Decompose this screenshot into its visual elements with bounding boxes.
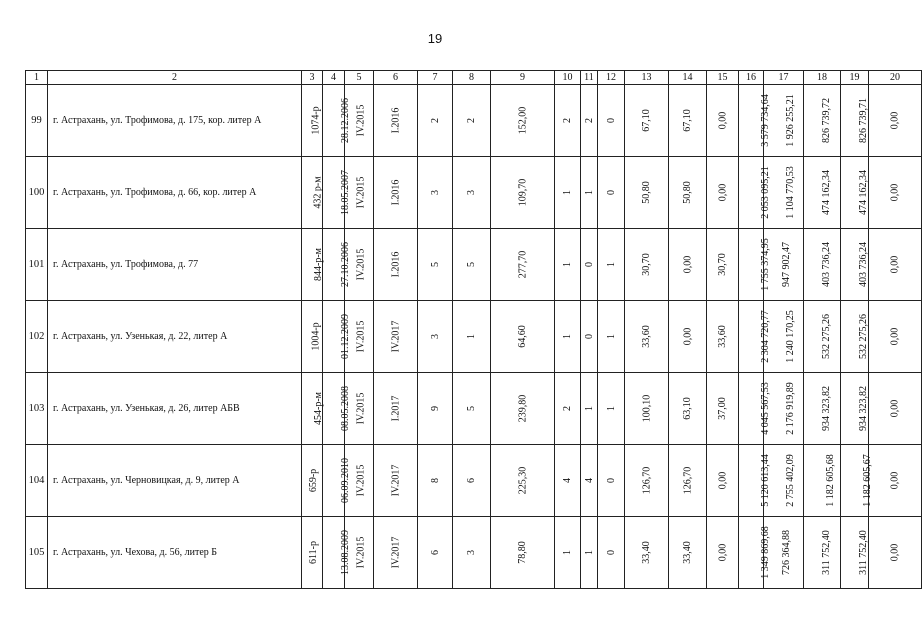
cost-region-value: 311 752,40: [820, 530, 832, 575]
cell-area-total: [491, 301, 555, 373]
column-number-11: 11: [581, 71, 598, 85]
resettlement-end-value: I.2016: [390, 107, 401, 134]
resettlement-end-value: I.2016: [390, 251, 401, 278]
cost-local-value: 474 162,34: [858, 170, 869, 215]
rooms-total-value: 4: [562, 478, 573, 483]
cell-area-private: [707, 157, 739, 229]
cell-area-total: [491, 229, 555, 301]
cell-decree-number: [302, 157, 323, 229]
persons-total-value: 3: [429, 334, 441, 339]
cost-region-value: 934 323,82: [821, 386, 832, 431]
cost-extra-value: 0,00: [889, 399, 901, 418]
cell-cost-total: [739, 301, 771, 373]
cell-row-number: 99: [26, 85, 48, 157]
rooms-private-value: 0: [605, 190, 617, 195]
area-private-value: 0,00: [717, 111, 728, 130]
persons-to-resettle-value: 3: [466, 190, 477, 195]
cell-row-number: 100: [26, 157, 48, 229]
area-municipal-value: 33,40: [682, 541, 693, 564]
resettlement-end-value: IV.2017: [389, 320, 401, 353]
cell-area-to-resettle: [625, 301, 669, 373]
table-row: [26, 445, 922, 517]
area-to-resettle-value: 126,70: [641, 466, 652, 495]
area-total-value: 239,80: [517, 394, 528, 423]
cell-cost-local: [841, 373, 869, 445]
column-number-1: 1: [26, 71, 48, 85]
decree-number-value: 1004-р: [310, 322, 322, 351]
cost-total-value: 1 755 374,95: [759, 238, 771, 291]
cell-cost-local: [841, 301, 869, 373]
area-to-resettle-value: 33,60: [641, 325, 652, 348]
cell-rooms-total: [555, 229, 581, 301]
cell-address: г. Астрахань, ул. Черновицкая, д. 9, литер А: [48, 445, 302, 517]
cell-area-municipal: [669, 373, 707, 445]
resettlement-start-value: IV.2015: [355, 536, 367, 569]
persons-total-value: 8: [429, 478, 441, 483]
column-number-20: 20: [869, 71, 922, 85]
cell-decree-date: [323, 517, 351, 589]
area-private-value: 30,70: [717, 253, 728, 276]
cell-rooms-private: [598, 373, 625, 445]
decree-number-value: 432 р-м: [312, 176, 324, 209]
cell-persons-to-resettle: [453, 229, 491, 301]
rooms-municipal-value: 1: [583, 550, 595, 555]
area-to-resettle-value: 50,80: [641, 181, 652, 204]
rooms-private-value: 0: [605, 478, 617, 483]
cell-rooms-private: [598, 157, 625, 229]
rooms-private-value: 0: [605, 118, 617, 123]
cost-local-value: 311 752,40: [857, 530, 869, 575]
cell-decree-date: [323, 373, 351, 445]
column-number-15: 15: [707, 71, 739, 85]
cost-fund-value: 1 926 255,21: [784, 94, 796, 147]
cell-area-municipal: [669, 517, 707, 589]
area-municipal-value: 0,00: [682, 327, 693, 346]
cell-persons-total: [418, 445, 453, 517]
cost-fund-value: 2 755 402,09: [784, 454, 796, 507]
resettlement-start-value: IV.2015: [355, 248, 367, 281]
rooms-private-value: 0: [605, 550, 617, 555]
housing-register-table: [25, 70, 922, 589]
column-number-5: 5: [345, 71, 374, 85]
cost-local-value: 532 275,26: [858, 314, 869, 359]
cell-address: г. Астрахань, ул. Узенькая, д. 22, литер А: [48, 301, 302, 373]
column-number-10: 10: [555, 71, 581, 85]
cell-row-number: 104: [26, 445, 48, 517]
cell-rooms-total: [555, 373, 581, 445]
column-number-12: 12: [598, 71, 625, 85]
cost-extra-value: 0,00: [889, 471, 901, 490]
cell-area-total: [491, 517, 555, 589]
rooms-total-value: 2: [562, 118, 573, 123]
cell-area-to-resettle: [625, 373, 669, 445]
persons-to-resettle-value: 6: [466, 478, 477, 483]
cell-cost-extra: [869, 85, 922, 157]
area-municipal-value: 63,10: [682, 397, 693, 420]
area-total-value: 109,70: [517, 178, 528, 207]
cost-fund-value: 726 364,88: [781, 530, 792, 575]
column-number-19: 19: [841, 71, 869, 85]
resettlement-end-value: I.2016: [390, 179, 401, 206]
cell-cost-total: [739, 229, 771, 301]
cell-address: г. Астрахань, ул. Трофимова, д. 77: [48, 229, 302, 301]
cost-region-value: 532 275,26: [821, 314, 832, 359]
cell-resettlement-end: [374, 85, 418, 157]
cell-address: г. Астрахань, ул. Узенькая, д. 26, литер АБВ: [48, 373, 302, 445]
cost-total-value: 2 304 720,77: [759, 310, 771, 363]
area-private-value: 0,00: [717, 183, 728, 202]
cell-row-number: 103: [26, 373, 48, 445]
cost-local-value: 1 182 605,67: [861, 454, 873, 507]
cell-rooms-municipal: [581, 157, 598, 229]
cell-decree-date: [323, 301, 351, 373]
cell-area-private: [707, 85, 739, 157]
cell-resettlement-end: [374, 229, 418, 301]
cell-cost-extra: [869, 517, 922, 589]
area-total-value: 64,60: [517, 325, 528, 348]
cell-area-to-resettle: [625, 517, 669, 589]
cost-fund-value: 1 240 170,25: [784, 310, 796, 363]
cell-resettlement-end: [374, 157, 418, 229]
cost-total-value: 4 045 567,53: [759, 382, 771, 435]
rooms-total-value: 1: [562, 550, 573, 555]
cost-extra-value: 0,00: [889, 111, 901, 130]
cost-extra-value: 0,00: [889, 255, 901, 274]
table-row: [26, 85, 922, 157]
decree-date-value: 18.05.2007: [340, 170, 351, 215]
cell-cost-total: [739, 445, 771, 517]
column-number-18: 18: [804, 71, 841, 85]
cell-cost-extra: [869, 301, 922, 373]
cell-cost-local: [841, 85, 869, 157]
column-number-3: 3: [302, 71, 323, 85]
rooms-private-value: 1: [605, 334, 617, 339]
rooms-municipal-value: 4: [583, 478, 595, 483]
cell-decree-number: [302, 373, 323, 445]
cost-total-value: 1 349 869,68: [759, 526, 771, 579]
persons-to-resettle-value: 1: [466, 334, 477, 339]
cell-area-municipal: [669, 85, 707, 157]
cell-persons-to-resettle: [453, 157, 491, 229]
cell-persons-total: [418, 373, 453, 445]
persons-total-value: 9: [429, 406, 441, 411]
cell-persons-to-resettle: [453, 373, 491, 445]
cell-area-private: [707, 373, 739, 445]
cell-cost-extra: [869, 373, 922, 445]
area-total-value: 78,80: [517, 541, 528, 564]
cell-area-private: [707, 229, 739, 301]
cell-decree-date: [323, 229, 351, 301]
decree-date-value: 13.08.2009: [340, 530, 351, 575]
decree-date-value: 28.12.2006: [340, 98, 351, 143]
area-total-value: 225,30: [517, 466, 528, 495]
column-number-6: 6: [374, 71, 418, 85]
cell-persons-to-resettle: [453, 445, 491, 517]
column-number-14: 14: [669, 71, 707, 85]
cell-rooms-total: [555, 157, 581, 229]
cell-persons-to-resettle: [453, 517, 491, 589]
resettlement-start-value: IV.2015: [355, 320, 367, 353]
cell-area-municipal: [669, 157, 707, 229]
cost-extra-value: 0,00: [889, 327, 901, 346]
area-to-resettle-value: 67,10: [641, 109, 652, 132]
cost-region-value: 1 182 605,68: [824, 454, 836, 507]
cell-persons-total: [418, 85, 453, 157]
resettlement-end-value: IV.2017: [389, 536, 401, 569]
cell-cost-extra: [869, 157, 922, 229]
cell-address: г. Астрахань, ул. Чехова, д. 56, литер Б: [48, 517, 302, 589]
area-to-resettle-value: 33,40: [641, 541, 652, 564]
area-municipal-value: 0,00: [682, 255, 693, 274]
cell-area-municipal: [669, 229, 707, 301]
column-number-7: 7: [418, 71, 453, 85]
decree-number-value: 1074-р: [310, 106, 322, 135]
table-body: [26, 71, 922, 589]
cell-rooms-municipal: [581, 301, 598, 373]
cell-persons-total: [418, 517, 453, 589]
rooms-municipal-value: 2: [583, 118, 595, 123]
cost-extra-value: 0,00: [889, 183, 901, 202]
cell-area-municipal: [669, 301, 707, 373]
area-private-value: 0,00: [717, 543, 728, 562]
cell-address: г. Астрахань, ул. Трофимова, д. 175, кор. литер А: [48, 85, 302, 157]
cell-area-total: [491, 373, 555, 445]
cell-rooms-total: [555, 517, 581, 589]
cell-cost-local: [841, 229, 869, 301]
cell-area-to-resettle: [625, 85, 669, 157]
decree-date-value: 08.05.2008: [340, 386, 351, 431]
decree-number-value: 844-р-м: [313, 248, 324, 281]
cell-persons-total: [418, 229, 453, 301]
cell-decree-number: [302, 229, 323, 301]
cell-rooms-private: [598, 445, 625, 517]
table-row: [26, 157, 922, 229]
cell-row-number: 105: [26, 517, 48, 589]
cell-rooms-total: [555, 301, 581, 373]
decree-date-value: 01.12.2009: [340, 314, 351, 359]
cost-region-value: 403 736,24: [821, 242, 832, 287]
cell-rooms-total: [555, 85, 581, 157]
cell-persons-to-resettle: [453, 301, 491, 373]
column-number-2: 2: [48, 71, 302, 85]
persons-total-value: 3: [429, 190, 441, 195]
column-number-13: 13: [625, 71, 669, 85]
table-row: [26, 229, 922, 301]
resettlement-start-value: IV.2015: [355, 464, 367, 497]
area-municipal-value: 67,10: [682, 109, 693, 132]
cell-rooms-municipal: [581, 229, 598, 301]
rooms-municipal-value: 0: [583, 334, 595, 339]
area-to-resettle-value: 30,70: [641, 253, 652, 276]
cell-area-total: [491, 445, 555, 517]
cell-address: г. Астрахань, ул. Трофимова, д. 66, кор. литер А: [48, 157, 302, 229]
rooms-municipal-value: 1: [583, 190, 595, 195]
cell-decree-number: [302, 517, 323, 589]
resettlement-start-value: IV.2015: [355, 392, 367, 425]
cell-cost-region: [804, 157, 841, 229]
cell-cost-local: [841, 517, 869, 589]
column-number-17: 17: [764, 71, 804, 85]
rooms-private-value: 1: [605, 262, 617, 267]
cell-decree-number: [302, 445, 323, 517]
cell-decree-number: [302, 301, 323, 373]
cost-fund-value: 947 902,47: [781, 242, 792, 287]
column-number-row: [26, 71, 922, 85]
table-row: [26, 373, 922, 445]
persons-total-value: 5: [429, 262, 441, 267]
cell-rooms-total: [555, 445, 581, 517]
cell-area-private: [707, 301, 739, 373]
rooms-total-value: 1: [562, 262, 573, 267]
column-number-8: 8: [453, 71, 491, 85]
cell-area-to-resettle: [625, 157, 669, 229]
cell-cost-extra: [869, 445, 922, 517]
cell-rooms-private: [598, 229, 625, 301]
area-private-value: 33,60: [717, 325, 728, 348]
cell-cost-total: [739, 85, 771, 157]
cell-decree-date: [323, 157, 351, 229]
table-row: [26, 301, 922, 373]
area-private-value: 0,00: [717, 471, 728, 490]
persons-to-resettle-value: 5: [466, 406, 477, 411]
area-municipal-value: 126,70: [682, 466, 693, 495]
cell-area-total: [491, 157, 555, 229]
cost-total-value: 5 120 613,44: [759, 454, 771, 507]
cell-decree-number: [302, 85, 323, 157]
cell-area-private: [707, 517, 739, 589]
cell-area-to-resettle: [625, 445, 669, 517]
cell-rooms-municipal: [581, 445, 598, 517]
area-total-value: 152,00: [517, 106, 528, 135]
column-number-16: 16: [739, 71, 764, 85]
decree-number-value: 454-р-м: [313, 392, 324, 425]
rooms-total-value: 2: [562, 406, 573, 411]
cost-total-value: 2 053 095,21: [759, 166, 771, 219]
cell-cost-region: [804, 301, 841, 373]
resettlement-end-value: I.2017: [390, 395, 401, 422]
rooms-total-value: 1: [562, 190, 573, 195]
area-private-value: 37,00: [717, 397, 728, 420]
area-to-resettle-value: 100,10: [641, 394, 652, 423]
cell-cost-local: [841, 445, 873, 517]
rooms-total-value: 1: [562, 334, 573, 339]
persons-to-resettle-value: 3: [466, 550, 477, 555]
cell-row-number: 102: [26, 301, 48, 373]
cell-resettlement-end: [374, 445, 418, 517]
persons-to-resettle-value: 5: [466, 262, 477, 267]
rooms-private-value: 1: [605, 406, 617, 411]
column-number-9: 9: [491, 71, 555, 85]
cell-cost-region: [804, 445, 841, 517]
cell-rooms-private: [598, 85, 625, 157]
column-number-4: 4: [323, 71, 345, 85]
cost-region-value: 826 739,72: [821, 98, 832, 143]
cell-cost-region: [804, 517, 841, 589]
persons-total-value: 2: [429, 118, 441, 123]
cell-area-municipal: [669, 445, 707, 517]
cost-local-value: 826 739,71: [858, 98, 869, 143]
cell-cost-local: [841, 157, 869, 229]
cell-persons-total: [418, 301, 453, 373]
cell-resettlement-end: [374, 517, 418, 589]
area-total-value: 277,70: [517, 250, 528, 279]
rooms-municipal-value: 1: [583, 406, 595, 411]
page-number: 19: [427, 31, 443, 46]
cell-cost-total: [739, 373, 771, 445]
decree-date-value: 06.09.2010: [340, 458, 351, 503]
cost-region-value: 474 162,34: [821, 170, 832, 215]
rooms-municipal-value: 0: [583, 262, 595, 267]
resettlement-end-value: IV.2017: [389, 464, 401, 497]
area-municipal-value: 50,80: [682, 181, 693, 204]
cell-cost-region: [804, 85, 841, 157]
decree-number-value: 659-р: [308, 468, 320, 493]
cell-decree-date: [323, 85, 351, 157]
cell-area-total: [491, 85, 555, 157]
decree-date-value: 27.10.2006: [340, 242, 351, 287]
cell-cost-region: [804, 229, 841, 301]
cell-resettlement-end: [374, 373, 418, 445]
table-row: [26, 517, 922, 589]
cell-area-private: [707, 445, 739, 517]
cell-decree-date: [323, 445, 351, 517]
cell-persons-total: [418, 157, 453, 229]
cell-area-to-resettle: [625, 229, 669, 301]
cell-cost-region: [804, 373, 841, 445]
persons-to-resettle-value: 2: [466, 118, 477, 123]
cell-rooms-municipal: [581, 373, 598, 445]
cell-cost-extra: [869, 229, 922, 301]
cell-rooms-municipal: [581, 85, 598, 157]
cost-fund-value: 2 176 919,89: [784, 382, 796, 435]
decree-number-value: 611-р: [307, 541, 319, 564]
cell-cost-total: [739, 517, 771, 589]
cost-local-value: 934 323,82: [858, 386, 869, 431]
cost-local-value: 403 736,24: [858, 242, 869, 287]
cell-cost-total: [739, 157, 771, 229]
cost-fund-value: 1 104 770,53: [784, 166, 796, 219]
cost-extra-value: 0,00: [889, 543, 901, 562]
cell-persons-to-resettle: [453, 85, 491, 157]
cell-row-number: 101: [26, 229, 48, 301]
resettlement-start-value: IV.2015: [355, 176, 367, 209]
cell-rooms-private: [598, 301, 625, 373]
cell-rooms-private: [598, 517, 625, 589]
cell-resettlement-end: [374, 301, 418, 373]
resettlement-start-value: IV.2015: [355, 104, 367, 137]
cost-total-value: 3 579 734,64: [759, 94, 771, 147]
persons-total-value: 6: [429, 550, 441, 555]
cell-rooms-municipal: [581, 517, 598, 589]
